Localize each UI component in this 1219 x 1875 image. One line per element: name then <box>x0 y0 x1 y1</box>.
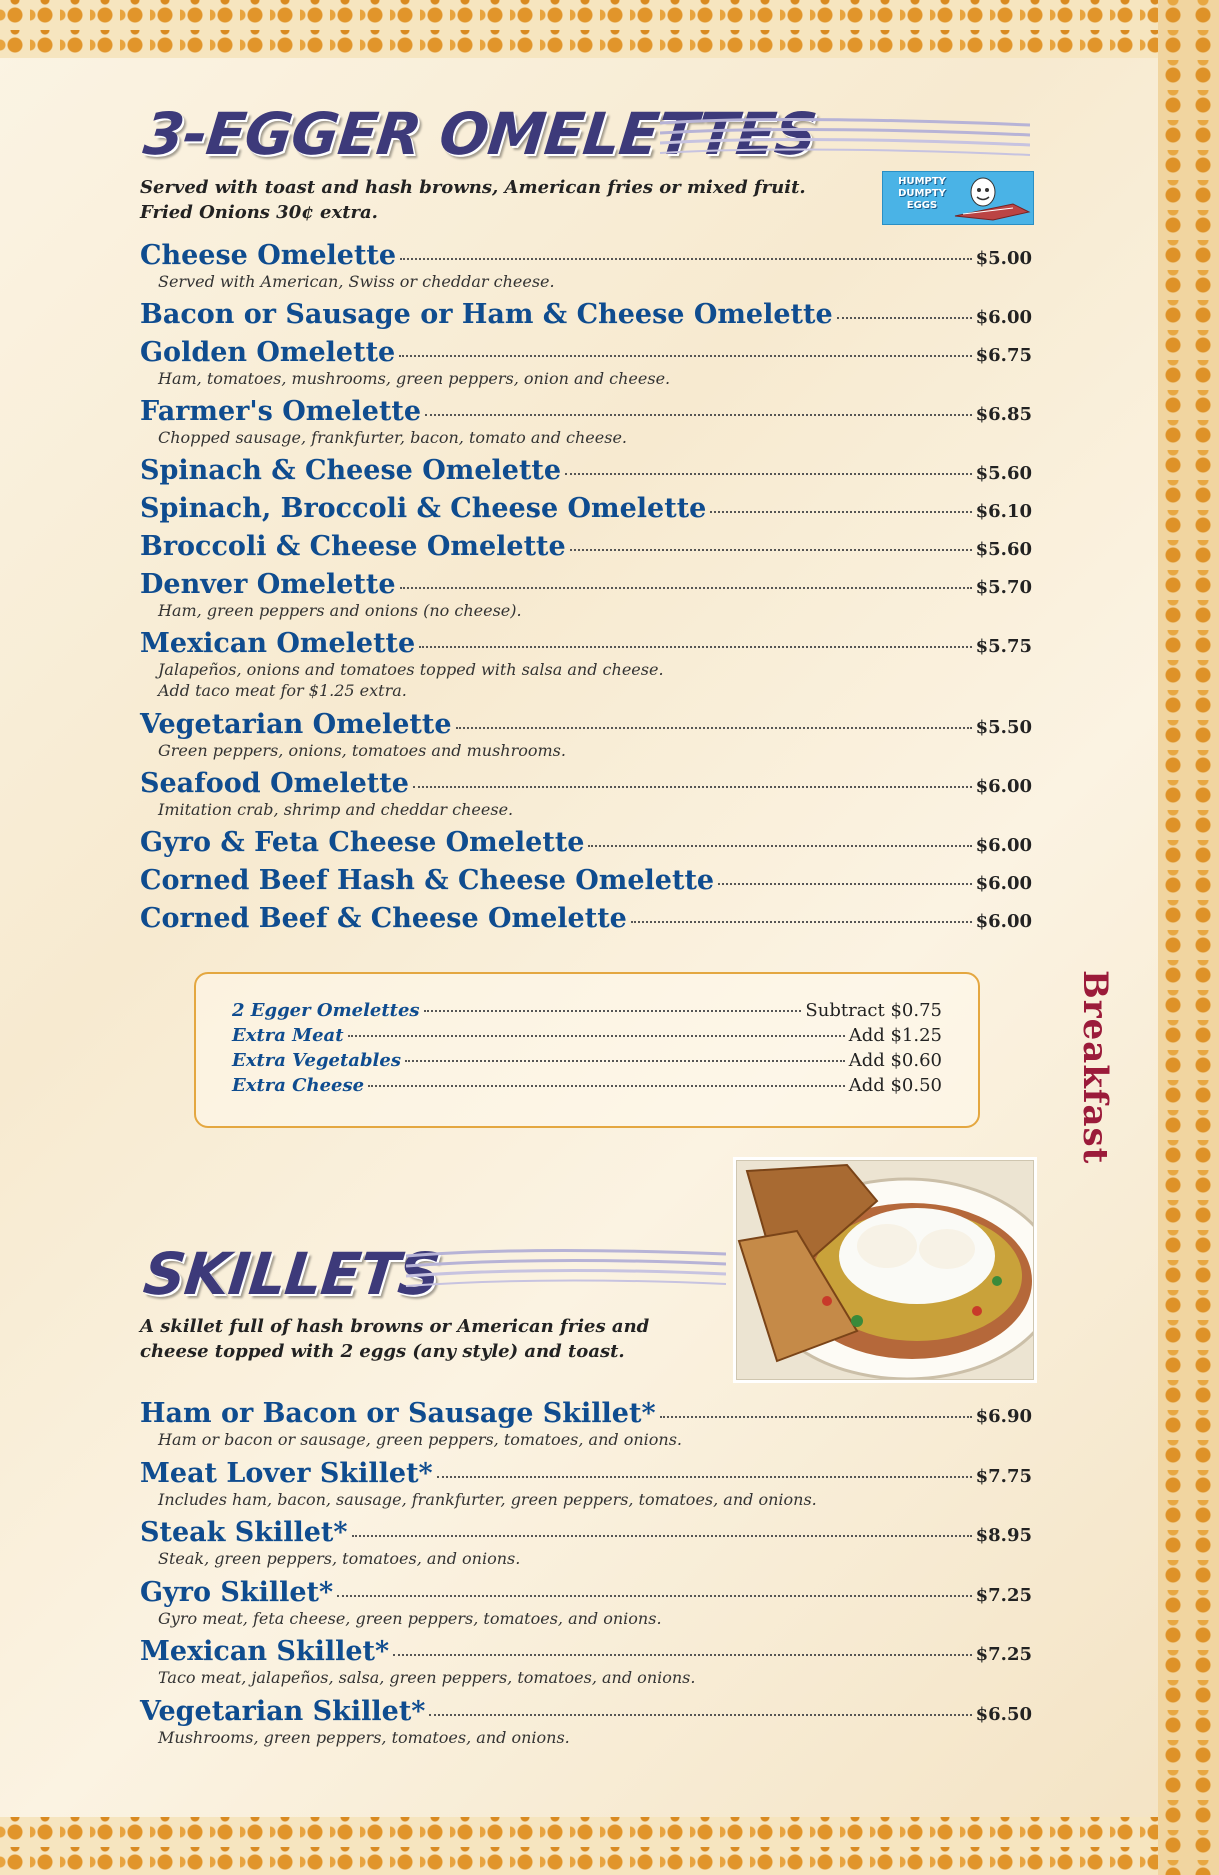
menu-item <box>140 1577 1032 1629</box>
dot-leader <box>588 844 971 847</box>
menu-item-description: Served with American, Swiss or cheddar cheese. <box>158 272 555 291</box>
dot-leader <box>437 1475 972 1478</box>
dot-leader <box>399 354 971 357</box>
menu-item-price: $6.00 <box>975 307 1032 328</box>
menu-item-name: Denver Omelette <box>140 569 396 600</box>
dot-leader <box>718 882 972 885</box>
decorative-swoosh <box>406 1244 726 1294</box>
menu-item-row <box>140 903 1032 934</box>
menu-item <box>140 827 1032 858</box>
menu-item-description: Ham or bacon or sausage, green peppers, tomatoes, and onions. <box>158 1430 682 1449</box>
decorative-border-bottom <box>0 1817 1219 1875</box>
menu-item-price: $6.85 <box>975 404 1032 425</box>
dot-leader <box>456 726 972 729</box>
menu-item-price: $6.00 <box>975 835 1032 856</box>
menu-item <box>140 709 1032 761</box>
menu-item-price: $7.75 <box>975 1465 1032 1487</box>
menu-item-price: $6.90 <box>975 1406 1032 1427</box>
dot-leader <box>348 1035 845 1037</box>
menu-item-name: Spinach, Broccoli & Cheese Omelette <box>140 493 707 524</box>
menu-item-name: Vegetarian Skillet* <box>140 1695 426 1727</box>
dot-leader <box>400 257 972 260</box>
menu-item-row <box>140 768 1032 799</box>
dot-leader <box>631 920 972 923</box>
addon-name: Extra Vegetables <box>232 1050 401 1071</box>
menu-item <box>140 1458 1032 1510</box>
menu-item-row <box>140 396 1032 427</box>
menu-item-price: $5.75 <box>975 636 1032 657</box>
addon-price: Add $0.50 <box>848 1075 942 1096</box>
menu-item-price: $6.50 <box>975 1703 1032 1725</box>
menu-item-row <box>140 1696 1032 1727</box>
menu-item <box>140 299 1032 330</box>
menu-item-row <box>140 1577 1032 1608</box>
dot-leader <box>429 1713 971 1716</box>
dot-leader <box>837 316 972 319</box>
menu-item-row <box>140 1458 1032 1489</box>
menu-item-description: Steak, green peppers, tomatoes, and onions. <box>158 1549 521 1568</box>
menu-item-description: Green peppers, onions, tomatoes and mushrooms. <box>158 741 566 760</box>
addon-row <box>232 1050 942 1075</box>
menu-item-description: Add taco meat for $1.25 extra. <box>158 681 407 700</box>
menu-item-price: $6.00 <box>975 911 1032 932</box>
menu-item-row <box>140 455 1032 486</box>
menu-item-price: $6.75 <box>975 345 1032 366</box>
menu-item <box>140 337 1032 389</box>
addon-price: Subtract $0.75 <box>805 1000 942 1021</box>
menu-item-name: Golden Omelette <box>140 337 396 368</box>
addon-price: Add $1.25 <box>848 1025 942 1046</box>
menu-item-row <box>140 337 1032 368</box>
menu-item <box>140 1696 1032 1748</box>
menu-item-row <box>140 1398 1032 1429</box>
dot-leader <box>565 472 972 475</box>
menu-item-price: $5.50 <box>975 717 1032 738</box>
menu-item-name: Seafood Omelette <box>140 768 409 799</box>
menu-item-description: Ham, tomatoes, mushrooms, green peppers, onion and cheese. <box>158 369 671 388</box>
dot-leader <box>710 510 971 513</box>
menu-item-price: $7.25 <box>975 1644 1032 1665</box>
menu-item-row <box>140 240 1032 271</box>
skillets-intro: A skillet full of hash browns or American fries and cheese topped with 2 eggs (any style) and toast. <box>140 1316 650 1362</box>
dot-leader <box>660 1415 972 1418</box>
menu-item-row <box>140 1517 1032 1548</box>
addon-list <box>232 1000 942 1100</box>
omelettes-title: 3-EGGER OMELETTES <box>140 100 820 168</box>
dot-leader <box>393 1653 971 1656</box>
menu-item-name: Corned Beef & Cheese Omelette <box>140 903 627 934</box>
menu-item-description: Includes ham, bacon, sausage, frankfurter, green peppers, tomatoes, and onions. <box>158 1489 817 1509</box>
menu-item-name: Gyro Skillet* <box>140 1576 334 1608</box>
menu-item-row <box>140 865 1032 896</box>
dot-leader <box>419 645 971 648</box>
dot-leader <box>368 1085 845 1087</box>
menu-item-price: $7.25 <box>975 1584 1032 1606</box>
menu-item <box>140 493 1032 524</box>
addon-box <box>194 972 980 1128</box>
addon-name: Extra Cheese <box>232 1075 365 1096</box>
menu-item-row <box>140 531 1032 562</box>
logo-text: HUMPTY DUMPTY EGGS <box>898 176 946 211</box>
humpty-dumpty-logo <box>882 171 1034 225</box>
menu-item <box>140 865 1032 896</box>
menu-item-name: Spinach & Cheese Omelette <box>140 455 562 486</box>
menu-item-description: Jalapeños, onions and tomatoes topped with salsa and cheese. <box>158 660 664 679</box>
menu-item-name: Meat Lover Skillet* <box>140 1457 433 1489</box>
dot-leader <box>337 1594 971 1597</box>
menu-item-name: Broccoli & Cheese Omelette <box>140 531 566 562</box>
menu-item-row <box>140 827 1032 858</box>
decorative-border-right <box>1158 0 1219 1875</box>
menu-item-description: Gyro meat, feta cheese, green peppers, tomatoes, and onions. <box>158 1608 662 1628</box>
menu-item <box>140 628 1032 701</box>
egg-character-icon <box>953 176 1031 222</box>
menu-item <box>140 455 1032 486</box>
menu-item <box>140 1517 1032 1569</box>
decorative-border-top <box>0 0 1219 58</box>
menu-item <box>140 569 1032 621</box>
dot-leader <box>424 1010 802 1012</box>
menu-item-name: Cheese Omelette <box>140 240 397 271</box>
dot-leader <box>425 413 972 416</box>
menu-item <box>140 396 1032 448</box>
menu-item-name: Corned Beef Hash & Cheese Omelette <box>140 865 715 896</box>
addon-row <box>232 1075 942 1100</box>
menu-item <box>140 1398 1032 1450</box>
menu-item <box>140 531 1032 562</box>
dot-leader <box>352 1534 972 1537</box>
menu-item-name: Steak Skillet* <box>140 1517 348 1548</box>
skillet-photo <box>736 1160 1034 1380</box>
skillets-title: SKILLETS <box>140 1240 443 1308</box>
menu-item-price: $6.10 <box>975 501 1032 522</box>
menu-item-name: Bacon or Sausage or Ham & Cheese Omelette <box>140 299 833 330</box>
dot-leader <box>413 785 972 788</box>
addon-row <box>232 1000 942 1025</box>
menu-item-price: $5.00 <box>975 248 1032 269</box>
menu-item-description: Imitation crab, shrimp and cheddar cheese. <box>158 800 514 819</box>
dot-leader <box>570 548 972 551</box>
omelettes-intro: Served with toast and hash browns, American fries or mixed fruit. Fried Onions 30¢ extra. <box>140 177 806 223</box>
menu-item-row <box>140 493 1032 524</box>
menu-item <box>140 240 1032 292</box>
section-tab-label: Breakfast <box>1075 970 1115 1165</box>
menu-item-name: Ham or Bacon or Sausage Skillet* <box>140 1398 656 1429</box>
dot-leader <box>405 1060 845 1062</box>
menu-item-price: $8.95 <box>975 1525 1032 1546</box>
menu-item <box>140 1636 1032 1688</box>
menu-item <box>140 768 1032 820</box>
menu-item-name: Vegetarian Omelette <box>140 709 452 740</box>
decorative-swoosh <box>660 113 1030 163</box>
menu-item-price: $6.00 <box>975 873 1032 894</box>
menu-item-row <box>140 299 1032 330</box>
skillet-plate-image <box>737 1161 1033 1379</box>
addon-name: Extra Meat <box>232 1025 344 1046</box>
menu-item-price: $5.60 <box>975 539 1032 560</box>
menu-item <box>140 903 1032 934</box>
addon-row <box>232 1025 942 1050</box>
menu-item-name: Farmer's Omelette <box>140 396 422 427</box>
menu-item-price: $5.60 <box>975 463 1032 484</box>
menu-item-name: Mexican Omelette <box>140 628 416 659</box>
menu-item-name: Gyro & Feta Cheese Omelette <box>140 827 585 858</box>
addon-name: 2 Egger Omelettes <box>232 1000 420 1021</box>
menu-item-description: Ham, green peppers and onions (no cheese). <box>158 601 522 620</box>
menu-item-price: $6.00 <box>975 776 1032 797</box>
menu-item-row <box>140 1636 1032 1667</box>
menu-item-description: Mushrooms, green peppers, tomatoes, and onions. <box>158 1727 570 1747</box>
menu-item-price: $5.70 <box>975 577 1032 598</box>
menu-item-row <box>140 569 1032 600</box>
menu-item-description: Taco meat, jalapeños, salsa, green peppers, tomatoes, and onions. <box>158 1668 696 1687</box>
dot-leader <box>400 586 972 589</box>
menu-item-row <box>140 709 1032 740</box>
menu-item-description: Chopped sausage, frankfurter, bacon, tomato and cheese. <box>158 428 628 447</box>
addon-price: Add $0.60 <box>848 1050 942 1071</box>
menu-item-name: Mexican Skillet* <box>140 1636 390 1667</box>
menu-item-row <box>140 628 1032 659</box>
